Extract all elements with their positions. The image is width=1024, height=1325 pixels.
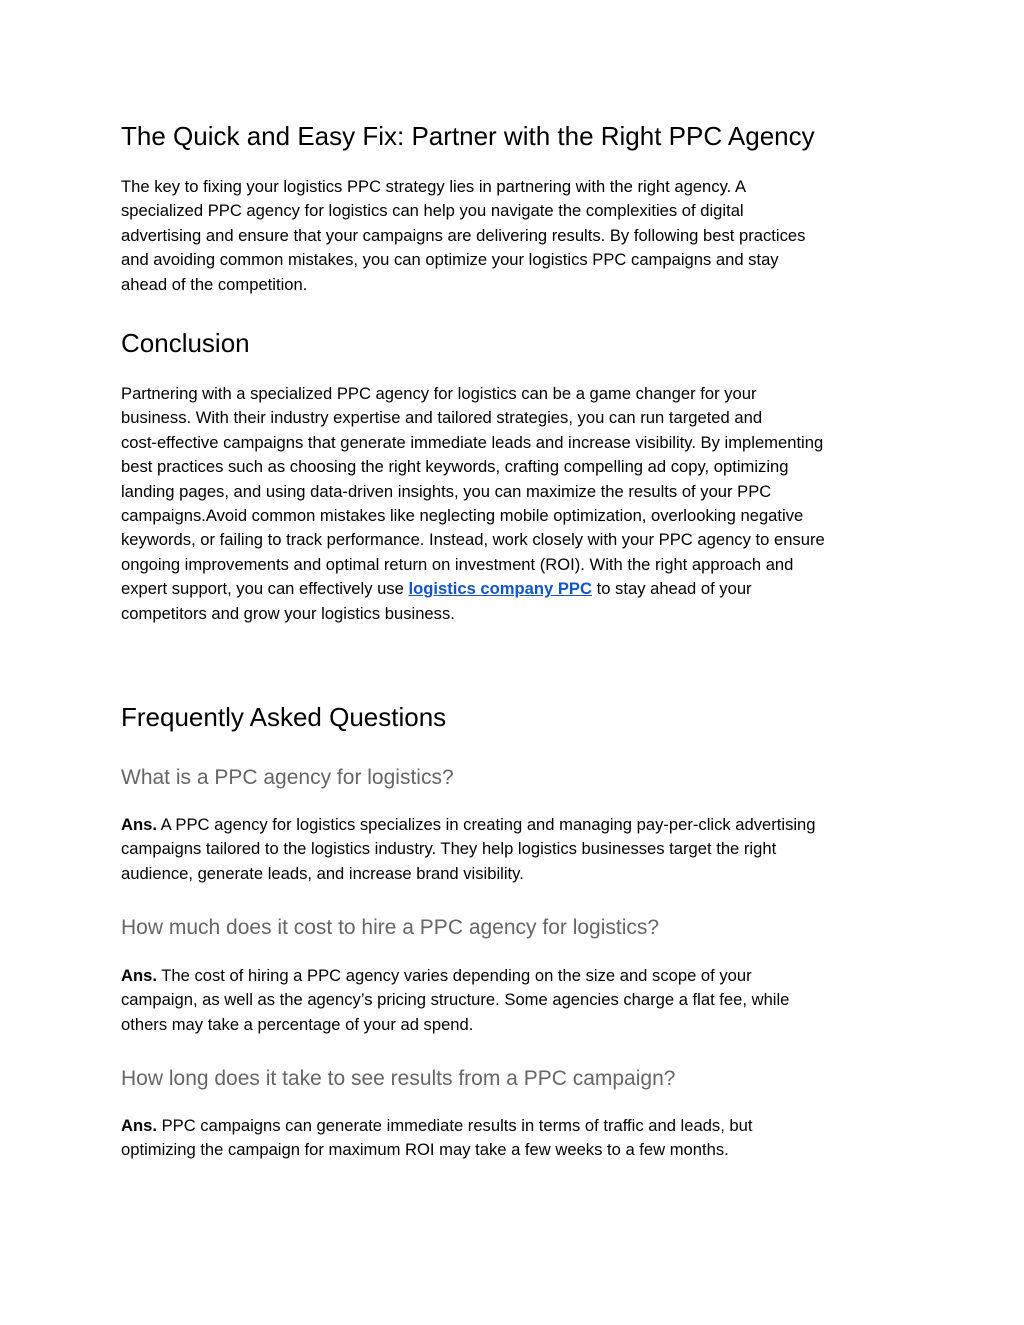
text-line: Partnering with a specialized PPC agency for logistics can be a game changer for your (121, 384, 757, 403)
text-line: ahead of the competition. (121, 274, 308, 294)
text-line: cost-effective campaigns that generate immediate leads and increase visibility. By implementing (121, 432, 824, 452)
text-line: others may take a percentage of your ad spend. (121, 1014, 474, 1034)
text-line: ongoing improvements and optimal return on investment (ROI). With the right approach and (121, 554, 794, 574)
text-before-link: expert support, you can effectively use (121, 579, 409, 599)
text-line: business. With their industry expertise and tailored strategies, you can run targeted and (121, 408, 763, 428)
logistics-company-ppc-link[interactable]: logistics company PPC (408, 579, 592, 599)
answer-first-line: Ans. The cost of hiring a PPC agency varies depending on the size and scope of your (121, 966, 752, 985)
text-line: audience, generate leads, and increase brand visibility. (121, 863, 524, 883)
faq-question-3: How long does it take to see results from a PPC campaign? (121, 1067, 676, 1090)
paragraph-quick-fix (121, 175, 911, 297)
answer-first-line: Ans. A PPC agency for logistics specializes in creating and managing pay-per-click advertising (121, 815, 816, 834)
answer-label: Ans. (121, 1116, 157, 1135)
text-line: keywords, or failing to track performance. Instead, work closely with your PPC agency to ensure (121, 530, 825, 550)
text-line: advertising and ensure that your campaigns are delivering results. By following best practices (121, 225, 806, 245)
text-line-with-link (121, 577, 911, 601)
answer-label: Ans. (121, 966, 157, 985)
text-after-link: to stay ahead of your (592, 579, 752, 599)
text-line: landing pages, and using data-driven insights, you can maximize the results of your PPC (121, 481, 772, 501)
section-heading-conclusion: Conclusion (121, 328, 250, 358)
paragraph-conclusion (121, 382, 911, 626)
faq-heading: Frequently Asked Questions (121, 702, 447, 732)
faq-question-2: How much does it cost to hire a PPC agency for logistics? (121, 916, 660, 939)
faq-question-1: What is a PPC agency for logistics? (121, 766, 454, 789)
text-line: and avoiding common mistakes, you can optimize your logistics PPC campaigns and stay (121, 250, 779, 270)
text-line: campaign, as well as the agency’s pricing structure. Some agencies charge a flat fee, while (121, 990, 790, 1010)
faq-answer-2 (121, 964, 911, 1037)
text-line: optimizing the campaign for maximum ROI may take a few weeks to a few months. (121, 1140, 729, 1160)
text-line: campaigns.Avoid common mistakes like neglecting mobile optimization, overlooking negative (121, 506, 804, 526)
text-line: The key to fixing your logistics PPC strategy lies in partnering with the right agency. A (121, 177, 747, 196)
answer-label: Ans. (121, 815, 157, 834)
text-line: competitors and grow your logistics business. (121, 603, 455, 623)
section-heading-quick-fix: The Quick and Easy Fix: Partner with the Right PPC Agency (121, 121, 815, 151)
faq-answer-3 (121, 1114, 911, 1163)
text-line: best practices such as choosing the right keywords, crafting compelling ad copy, optimizing (121, 457, 789, 477)
text-line: campaigns tailored to the logistics industry. They help logistics businesses target the right (121, 839, 777, 859)
faq-answer-1 (121, 813, 911, 886)
text-line: specialized PPC agency for logistics can help you navigate the complexities of digital (121, 201, 744, 221)
answer-first-line: Ans. PPC campaigns can generate immediate results in terms of traffic and leads, but (121, 1116, 753, 1135)
